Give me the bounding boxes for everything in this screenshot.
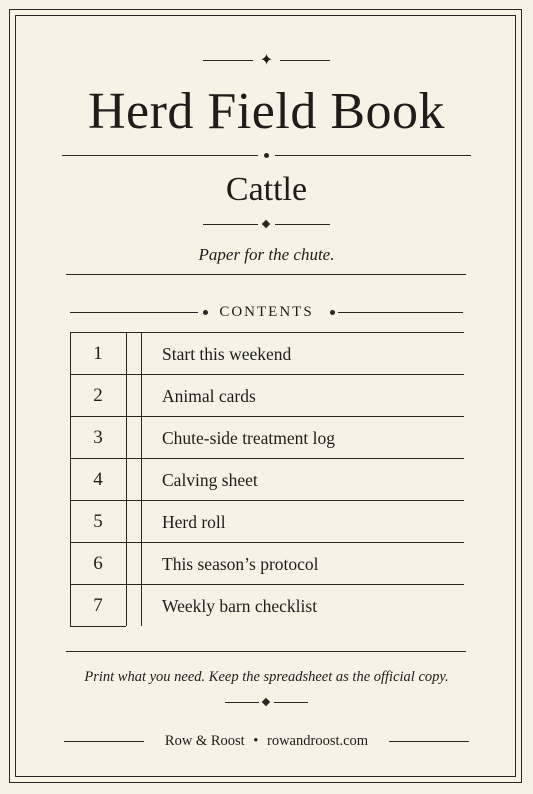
- contents-item[interactable]: [70, 501, 464, 543]
- title-rule-dot-icon: [264, 153, 269, 158]
- footer-brand: Row & Roost: [164, 733, 245, 749]
- page-subtitle: Cattle: [225, 171, 308, 208]
- footer-ornament-right: [274, 702, 308, 703]
- contents-item[interactable]: [70, 585, 464, 627]
- contents-dot-right-icon: [330, 310, 335, 315]
- footnote: Print what you need. Keep the spreadsheet as the official copy.: [84, 669, 449, 685]
- page-title: Herd Field Book: [87, 83, 446, 140]
- contents-item-label: Calving sheet: [162, 470, 258, 490]
- contents-item-label: This season’s protocol: [162, 554, 319, 574]
- footer-website-link[interactable]: rowandroost.com: [267, 733, 369, 749]
- footer-separator: •: [253, 733, 259, 749]
- subtitle-ornament-left: [203, 224, 258, 225]
- contents-item-number: 2: [93, 385, 103, 406]
- contents-item[interactable]: [70, 459, 464, 501]
- footnote-rule: [66, 651, 466, 652]
- contents-item-number: 1: [93, 343, 103, 364]
- title-rule-left: [62, 155, 258, 156]
- contents-item[interactable]: [70, 417, 464, 459]
- contents-item-label: Start this weekend: [162, 344, 292, 364]
- contents-item-number: 3: [93, 427, 103, 448]
- contents-item[interactable]: [70, 375, 464, 417]
- tagline-rule: [66, 274, 466, 275]
- subtitle-ornament-right: [275, 224, 330, 225]
- contents-item-number: 6: [93, 553, 103, 574]
- contents-heading: CONTENTS: [219, 304, 314, 320]
- contents-item[interactable]: [70, 543, 464, 585]
- contents-rule-right: [338, 312, 463, 313]
- tagline: Paper for the chute.: [198, 245, 335, 264]
- contents-item-label: Herd roll: [162, 512, 226, 532]
- footer-ornament-left: [225, 702, 259, 703]
- ornament-star-icon: ✦: [259, 50, 274, 69]
- contents-item-number: 5: [93, 511, 103, 532]
- contents-item[interactable]: [70, 333, 464, 375]
- contents-item-label: Weekly barn checklist: [162, 596, 318, 616]
- title-rule-right: [275, 155, 471, 156]
- contents-item-label: Chute-side treatment log: [162, 428, 336, 448]
- footer-rule-right: [389, 741, 469, 742]
- contents-item-label: Animal cards: [162, 386, 256, 406]
- contents-table: [70, 332, 464, 622]
- contents-item-number: 4: [93, 469, 103, 490]
- contents-item-number: 7: [93, 595, 103, 616]
